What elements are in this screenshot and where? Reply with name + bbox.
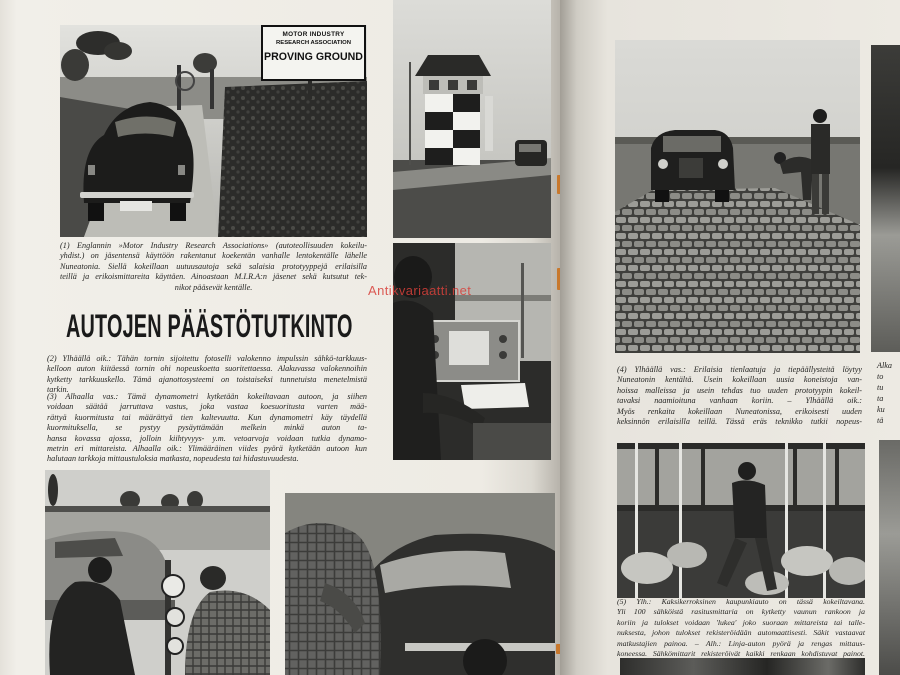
caption-3 xyxy=(47,392,367,465)
windshield xyxy=(663,136,721,152)
dynamometer-photo xyxy=(45,470,270,675)
caption-3-line: metrin eri mittareista. Alhaalla oik.: Ylimääräinen viides pyörä kytketään autoon kun xyxy=(47,444,367,454)
cropped-photo-edge-bottom xyxy=(879,440,900,675)
sign-line-2: RESEARCH ASSOCIATION xyxy=(276,40,351,46)
caption-5-line: nuksesta, johon tulokset rekisteröidään automaattisesti. Säkit vastaavat xyxy=(617,628,865,638)
caption-2-line: tarkin. xyxy=(47,385,69,395)
timer-screen xyxy=(449,331,489,365)
caption-4-line: tavaksi naamioituna vanhaan koriin. – Ylhäällä oik.: xyxy=(617,396,862,406)
fifth-wheel-photo xyxy=(285,493,555,675)
timing-tower-photo xyxy=(393,0,551,238)
caption-4-line: Nuneatonin kentältä. Usein kokeillaan uusia koneistoja van- xyxy=(617,375,862,385)
caption-5-line: Yli 100 sähköistä rasitusmittaria on kytketty vaunun rankoon ja xyxy=(617,607,865,617)
caption-fragment: tu xyxy=(877,383,884,392)
checkered-tower xyxy=(415,55,491,165)
caption-1-line: (1) Englannin »Motor Industry Research Associations» (autoteollisuuden kokeilu- xyxy=(60,241,367,250)
radiator-grille xyxy=(679,158,703,178)
caption-4 xyxy=(617,365,862,427)
cropped-photo-edge-top xyxy=(871,45,900,352)
cropped-caption-fragments xyxy=(877,360,892,426)
caption-2 xyxy=(47,354,367,396)
bumper xyxy=(80,192,194,198)
caption-fragment: tä xyxy=(877,416,884,425)
fifth-wheel-image xyxy=(285,493,555,675)
caption-3-line: rättyä kuormitusta tai määrättyä tien kaltevuutta. Kun dynamometri käy täydellä xyxy=(47,412,367,422)
dynamometer-image xyxy=(45,470,270,675)
caption-1-line: teillä ja erikoismittareita käyttäen. Ainoastaan M.I.R.A:n jäsenet sekä kutsutut tek- xyxy=(60,272,367,282)
proving-ground-photo xyxy=(60,25,367,237)
caption-3-line: kuormituksella, se pystyy pysäyttämään melkein minkä auton ta- xyxy=(47,423,367,433)
cobblestone-road-photo xyxy=(615,40,860,353)
caption-3-line: voidaan säätää jarruttava vastus, joka vastaa koesuoritusta varten mää- xyxy=(47,402,367,412)
caption-3-line: (3) Alhaalla vas.: Tämä dynamometri kytketään kokeiltavaan autoon, ja siihen xyxy=(47,392,367,401)
caption-4-line: keksinnön erilaisilla teillä. Tässä eräs teknikko tutkii nopeus- xyxy=(617,417,862,427)
cropped-photo-bottom xyxy=(620,658,865,675)
caption-3-line: hansa kovassa ajossa, jolloin kiihtyvyys- y.m. vetoarvoja voidaan tutkia dynamo- xyxy=(47,433,367,443)
sign-text xyxy=(263,31,364,64)
caption-4-line: (4) Ylhäällä vas.: Erilaisia tienlaatuja ja tiepäällysteitä löytyy xyxy=(617,365,862,374)
precision-timer-image xyxy=(393,243,551,460)
sign-line-3: PROVING GROUND xyxy=(264,51,363,63)
caption-5-line: (5) Ylh.: Kaksikerroksinen kaupunkiauto on tässä kokeiltavana. xyxy=(617,597,865,606)
caption-2-line: (2) Ylhäällä oik.: Tähän tornin sijoitettu fotoselli valokenno impulssin sähkö-tarkkuus- xyxy=(47,354,367,363)
photocell-stand xyxy=(485,96,493,151)
paper-strip xyxy=(461,383,529,409)
bus-interior-photo xyxy=(617,443,865,598)
article-title: AUTOJEN PÄÄSTÖTUTKINTO xyxy=(66,308,353,344)
caption-fragment: to xyxy=(877,372,884,381)
sign-post xyxy=(308,79,312,99)
caption-1-line: Nuneatonia. Siellä kokeillaan uutuusautoja sekä salaisia prototyyppejä erilaisilla xyxy=(60,261,367,271)
caption-5-line: matkustajien painoa. – Alh.: Linja-auton pyörä ja rengas mittaus- xyxy=(617,638,865,648)
caption-2-line: kelloon auton kiitäessä tornin ohi nopeuskoetta suoritettaessa. Alakuvassa valokennoihin xyxy=(47,364,367,374)
license-plate xyxy=(120,201,152,211)
caption-fragment: ta xyxy=(877,394,884,403)
caption-3-line: halutaan tarkkoja mittaustuloksia matkasta, nopeudesta tai hidastuvuudesta. xyxy=(47,454,299,464)
caption-1-line: yhdist.) on jäsentensä käyttöön rakentanut koekentän vanhalle lentokentälle lähelle xyxy=(60,251,367,261)
caption-5-line: koneessa. Sähkömittarit rekisteröivät kaikki renkaan kohdistuvat painot. xyxy=(617,649,865,659)
small-car xyxy=(515,140,547,166)
caption-fragment: ku xyxy=(877,405,885,414)
watermark: Antikvariaatti.net xyxy=(368,283,472,298)
cobblestone-road-image xyxy=(615,40,860,353)
caption-5 xyxy=(617,597,865,659)
precision-timer-photo xyxy=(393,243,551,460)
caption-4-line: Myös renkaita kokeillaan Nuneatonissa, erikoisesti uuden xyxy=(617,406,862,416)
timer-device xyxy=(423,321,519,381)
caption-1 xyxy=(60,241,367,293)
caption-5-line: koriin ja tulokset voidaan 'lukea' joko suoraan mittareista tai talle- xyxy=(617,617,865,627)
hedge xyxy=(218,81,367,237)
caption-4-line: hoissa malleissa ja usein tehdas tuo uuden prototyypin kokeil- xyxy=(617,385,862,395)
caption-fragment: Alka xyxy=(877,361,893,370)
caption-2-line: kytketty tarkkuuskello. Tämä ajanottosysteemi on toistaiseksi tunnetuista menetelmistä xyxy=(47,374,367,384)
bus-interior-image xyxy=(617,443,865,598)
caption-1-line: nikot pääsevät kentälle. xyxy=(174,282,253,292)
timing-tower-image xyxy=(393,0,551,238)
sign-line-1: MOTOR INDUSTRY xyxy=(282,31,345,38)
